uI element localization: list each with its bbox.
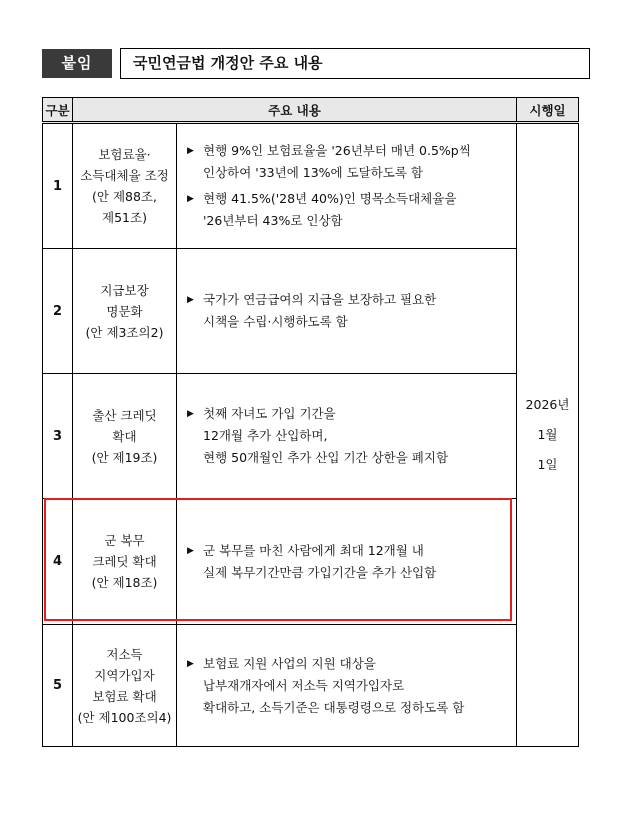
table-row: [43, 499, 579, 625]
row-item: 군 복무 크레딧 확대 (안 제18조): [73, 499, 177, 625]
row-item: 보험료율· 소득대체율 조정 (안 제88조, 제51조): [73, 123, 177, 249]
bullet-triangle-icon: ▶: [187, 409, 194, 419]
row-item: 지급보장 명문화 (안 제3조의2): [73, 249, 177, 374]
table-row: [43, 374, 579, 499]
table-row: [43, 123, 579, 249]
list-item: ▶ 현행 41.5%('28년 40%)인 명목소득대체율을 '26년부터 43%로 인상함: [187, 188, 510, 232]
table-row: [43, 625, 579, 747]
bullet-triangle-icon: ▶: [187, 545, 194, 556]
column-header-category: 구분: [43, 98, 73, 123]
row-content: [177, 374, 517, 499]
document-header: [42, 48, 578, 79]
row-number: 5: [43, 625, 73, 747]
row-content: [177, 249, 517, 374]
bullet-triangle-icon: ▶: [187, 295, 194, 305]
table-row: [43, 249, 579, 374]
row-number: 4: [43, 499, 73, 625]
list-item: ▶ 현행 9%인 보험료율을 '26년부터 매년 0.5%p씩 인상하여 '33년에 13%에 도달하도록 함: [187, 140, 510, 184]
row-item: 저소득 지역가입자 보험료 확대 (안 제100조의4): [73, 625, 177, 747]
column-header-effective-date: 시행일: [517, 98, 579, 123]
row-item: 출산 크레딧 확대 (안 제19조): [73, 374, 177, 499]
list-item: ▶ 첫째 자녀도 가입 기간을 12개월 추가 산입하며, 현행 50개월인 추가 산입 기간 상한을 폐지함: [187, 403, 510, 469]
bullet-triangle-icon: ▶: [187, 194, 194, 204]
bullet-triangle-icon: ▶: [187, 658, 194, 669]
column-header-content: 주요 내용: [73, 98, 517, 123]
effective-date-year: 2026년: [525, 397, 570, 412]
effective-date-month: 1월: [537, 427, 558, 442]
row-content: [177, 123, 517, 249]
bullet-triangle-icon: ▶: [187, 146, 194, 156]
document-title: 국민연금법 개정안 주요 내용: [120, 48, 590, 79]
table-header-row: [43, 98, 579, 123]
amendment-table: [42, 97, 579, 747]
attachment-badge: 붙임: [42, 49, 112, 78]
row-content: [177, 625, 517, 747]
row-number: 2: [43, 249, 73, 374]
row-number: 1: [43, 123, 73, 249]
list-item: ▶ 군 복무를 마친 사람에게 최대 12개월 내 실제 복무기간만큼 가입기간을 추가 산입함: [187, 540, 510, 584]
list-item: ▶ 보험료 지원 사업의 지원 대상을 납부재개자에서 저소득 지역가입자로 확대하고, 소득기준은 대통령령으로 정하도록 함: [187, 653, 510, 719]
effective-date-day: 1일: [537, 457, 558, 472]
list-item: ▶ 국가가 연금급여의 지급을 보장하고 필요한 시책을 수립·시행하도록 함: [187, 289, 510, 333]
row-number: 3: [43, 374, 73, 499]
row-content: [177, 499, 517, 625]
effective-date-cell: [517, 123, 579, 747]
